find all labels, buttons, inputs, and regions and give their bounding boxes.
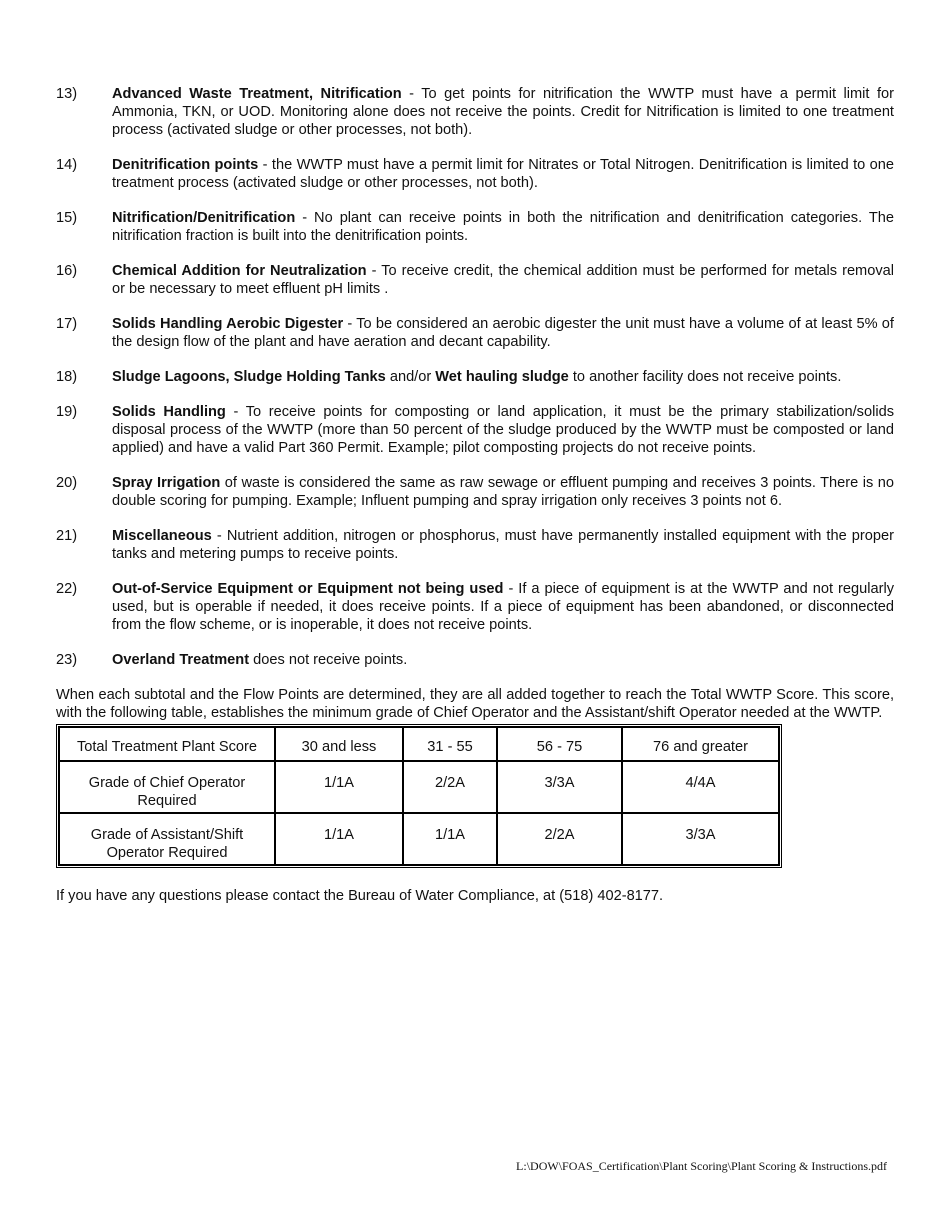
item-text: - To receive credit, the chemical addition must be performed for metals removal or be necessary to meet effluent pH limits . (112, 263, 894, 297)
table-cell: 1/1A (403, 813, 497, 865)
table-header-cell: 56 - 75 (497, 727, 622, 761)
list-item (56, 403, 894, 457)
list-item (56, 315, 894, 351)
document-page (56, 85, 894, 904)
item-title: Solids Handling Aerobic Digester (112, 316, 344, 332)
table-cell: 1/1A (275, 761, 403, 813)
item-title: Solids Handling (112, 404, 226, 420)
table-header-cell: 31 - 55 (403, 727, 497, 761)
item-title: Nitrification/Denitrification (112, 210, 296, 226)
item-text: - To receive points for composting or land application, it must be the primary stabilization/solids disposal process of the WWTP (more than 50 percent of the sludge produced by the WWTP must be composted or land applied) and have a valid Part 360 Permit. Example; pilot composting projects do not receive points. (112, 404, 894, 456)
table-row-label: Grade of Assistant/Shift Operator Required (59, 813, 275, 865)
item-number: 22) (56, 581, 78, 597)
item-title: Chemical Addition for Neutralization (112, 263, 367, 279)
item-title: Out-of-Service Equipment or Equipment not being used (112, 581, 504, 597)
item-title: Spray Irrigation (112, 475, 221, 491)
list-item (56, 85, 894, 139)
item-number: 19) (56, 404, 78, 420)
item-number: 23) (56, 652, 78, 668)
table-header-cell: 30 and less (275, 727, 403, 761)
list-item (56, 368, 894, 386)
list-item (56, 474, 894, 510)
table-cell: 3/3A (622, 813, 779, 865)
table-cell: 3/3A (497, 761, 622, 813)
list-item (56, 580, 894, 634)
table-cell: 2/2A (497, 813, 622, 865)
table-cell: 1/1A (275, 813, 403, 865)
item-conjunction: and/or (385, 369, 436, 385)
item-text: to another facility does not receive points. (568, 369, 842, 385)
table-header-cell: Total Treatment Plant Score (59, 727, 275, 761)
item-number: 15) (56, 210, 78, 226)
summary-paragraph: When each subtotal and the Flow Points are determined, they are all added together to reach the Total WWTP Score. This score, with the following table, establishes the minimum grade of Chief Operator and the Assistant/shift Operator needed at the WWTP. (56, 687, 894, 721)
item-title: Advanced Waste Treatment, Nitrification (112, 86, 402, 102)
item-text: - If a piece of equipment is at the WWTP and not regularly used, but is operable if needed, it does receive points. If a piece of equipment has been abandoned, or disconnected from the flow scheme, or is inoperable, it does not receive points. (112, 581, 894, 633)
item-title: Denitrification points (112, 157, 259, 173)
item-number: 21) (56, 528, 78, 544)
item-title-secondary: Wet hauling sludge (435, 369, 569, 385)
table-cell: 4/4A (622, 761, 779, 813)
file-path-footer: L:\DOW\FOAS_Certification\Plant Scoring\Plant Scoring & Instructions.pdf (516, 1159, 887, 1173)
table-row-label: Grade of Chief Operator Required (59, 761, 275, 813)
list-item (56, 209, 894, 245)
item-text: - Nutrient addition, nitrogen or phosphorus, must have permanently installed equipment with the proper tanks and metering pumps to receive points. (112, 528, 894, 562)
item-text: - To be considered an aerobic digester the unit must have a volume of at least 5% of the design flow of the plant and have aeration and decant capability. (112, 316, 894, 350)
list-item (56, 651, 894, 669)
item-text: does not receive points. (249, 652, 408, 668)
item-number: 13) (56, 86, 78, 102)
list-item (56, 156, 894, 192)
item-title: Miscellaneous (112, 528, 212, 544)
list-item (56, 527, 894, 563)
item-title: Overland Treatment (112, 652, 250, 668)
item-number: 16) (56, 263, 78, 279)
table-row (59, 813, 779, 865)
item-title: Sludge Lagoons, Sludge Holding Tanks (112, 369, 386, 385)
item-text: - To get points for nitrification the WWTP must have a permit limit for Ammonia, TKN, or UOD. Monitoring alone does not receive the points. Credit for Nitrification is limited to one treatment process (activated sludge or other processes, not both). (112, 86, 894, 138)
item-number: 14) (56, 157, 78, 173)
contact-line: If you have any questions please contact the Bureau of Water Compliance, at (518) 402-8177. (56, 888, 664, 904)
table-row (59, 727, 779, 761)
table-row (59, 761, 779, 813)
item-number: 18) (56, 369, 78, 385)
list-item (56, 262, 894, 298)
operator-grade-table (56, 724, 782, 868)
item-text: of waste is considered the same as raw sewage or effluent pumping and receives 3 points. There is no double scoring for pumping. Example; Influent pumping and spray irrigation only receives 3 points not 6. (112, 475, 894, 509)
item-text: - the WWTP must have a permit limit for Nitrates or Total Nitrogen. Denitrification is limited to one treatment process (activated sludge or other processes, not both). (112, 157, 895, 191)
item-text: - No plant can receive points in both the nitrification and denitrification categories. The nitrification fraction is built into the denitrification points. (112, 210, 894, 244)
table-cell: 2/2A (403, 761, 497, 813)
item-number: 17) (56, 316, 78, 332)
item-number: 20) (56, 475, 78, 491)
table-header-cell: 76 and greater (622, 727, 779, 761)
